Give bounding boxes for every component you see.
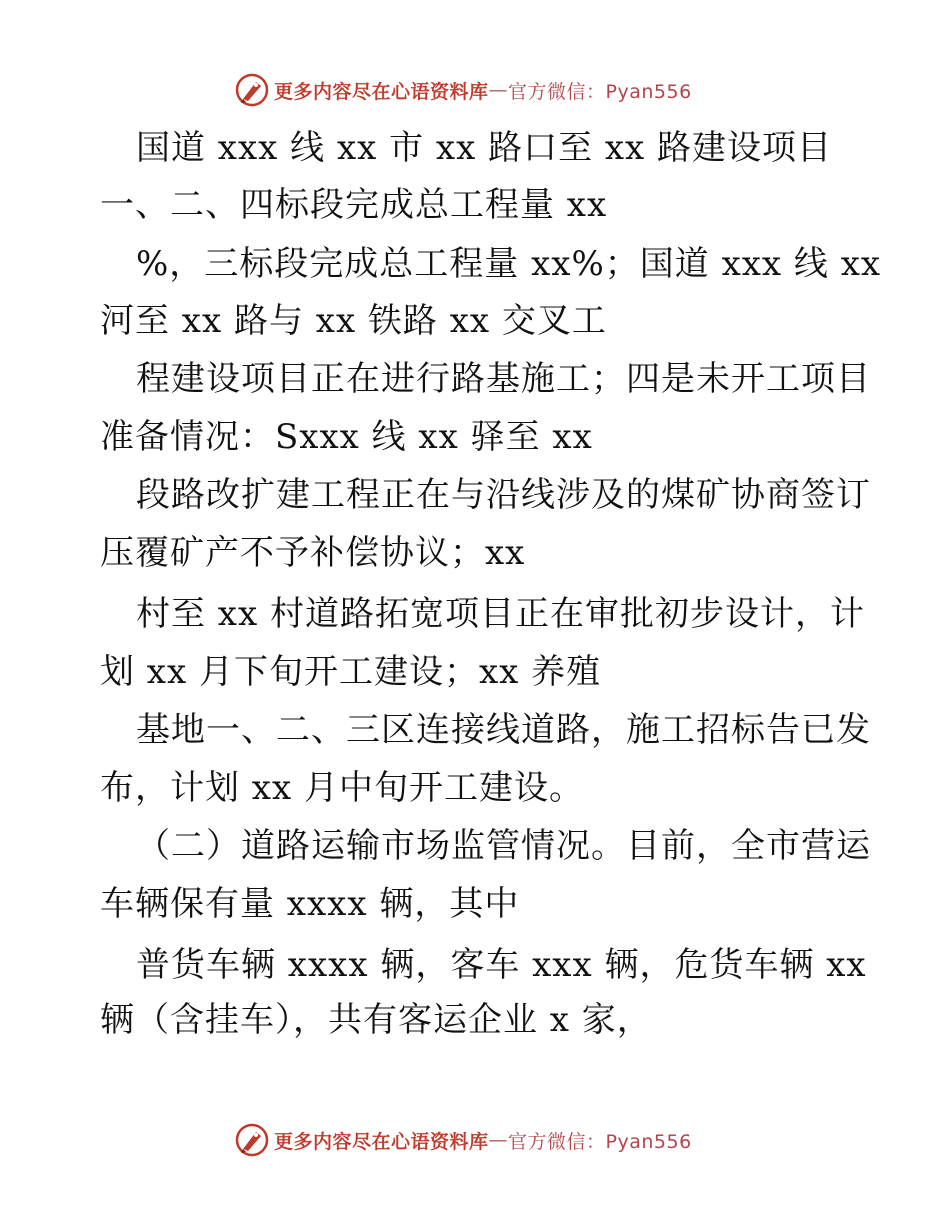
body-line: 国道 xxx 线 xx 市 xx 路口至 xx 路建设项目 bbox=[136, 128, 833, 168]
body-line: （二）道路运输市场监管情况。目前，全市营运 bbox=[136, 826, 871, 866]
body-line: 布，计划 xx 月中旬开工建设。 bbox=[100, 768, 584, 808]
body-line: 准备情况：Sxxx 线 xx 驿至 xx bbox=[100, 417, 593, 457]
body-line: 河至 xx 路与 xx 铁路 xx 交叉工 bbox=[100, 301, 607, 341]
body-line: 压覆矿产不予补偿协议；xx bbox=[100, 533, 526, 573]
body-line: %，三标段完成总工程量 xx%；国道 xxx 线 xx bbox=[136, 244, 882, 284]
footer-banner bbox=[234, 1120, 692, 1160]
body-line: 基地一、二、三区连接线道路，施工招标告已发 bbox=[136, 710, 871, 750]
banner-wechat-text: 官方微信：Pyan556 bbox=[508, 80, 692, 103]
body-line: 辆（含挂车），共有客运企业 x 家， bbox=[100, 1000, 652, 1040]
pen-logo-icon bbox=[234, 1122, 270, 1158]
banner-main-text: 更多内容尽在心语资料库 bbox=[274, 80, 489, 103]
body-line: 一、二、四标段完成总工程量 xx bbox=[100, 185, 608, 225]
body-line: 车辆保有量 xxxx 辆，其中 bbox=[100, 884, 520, 924]
body-line: 普货车辆 xxxx 辆，客车 xxx 辆，危货车辆 xx bbox=[136, 945, 867, 985]
banner-wechat-text: 官方微信：Pyan556 bbox=[508, 1130, 692, 1153]
body-line: 村至 xx 村道路拓宽项目正在审批初步设计，计 bbox=[136, 594, 865, 634]
body-line: 段路改扩建工程正在与沿线涉及的煤矿协商签订 bbox=[136, 475, 871, 515]
body-line: 划 xx 月下旬开工建设；xx 养殖 bbox=[100, 652, 602, 692]
banner-main-text: 更多内容尽在心语资料库 bbox=[274, 1130, 489, 1153]
header-banner bbox=[234, 70, 692, 110]
banner-separator: — bbox=[488, 79, 509, 101]
banner-separator: — bbox=[488, 1129, 509, 1151]
body-line: 程建设项目正在进行路基施工；四是未开工项目 bbox=[136, 359, 871, 399]
pen-logo-icon bbox=[234, 72, 270, 108]
